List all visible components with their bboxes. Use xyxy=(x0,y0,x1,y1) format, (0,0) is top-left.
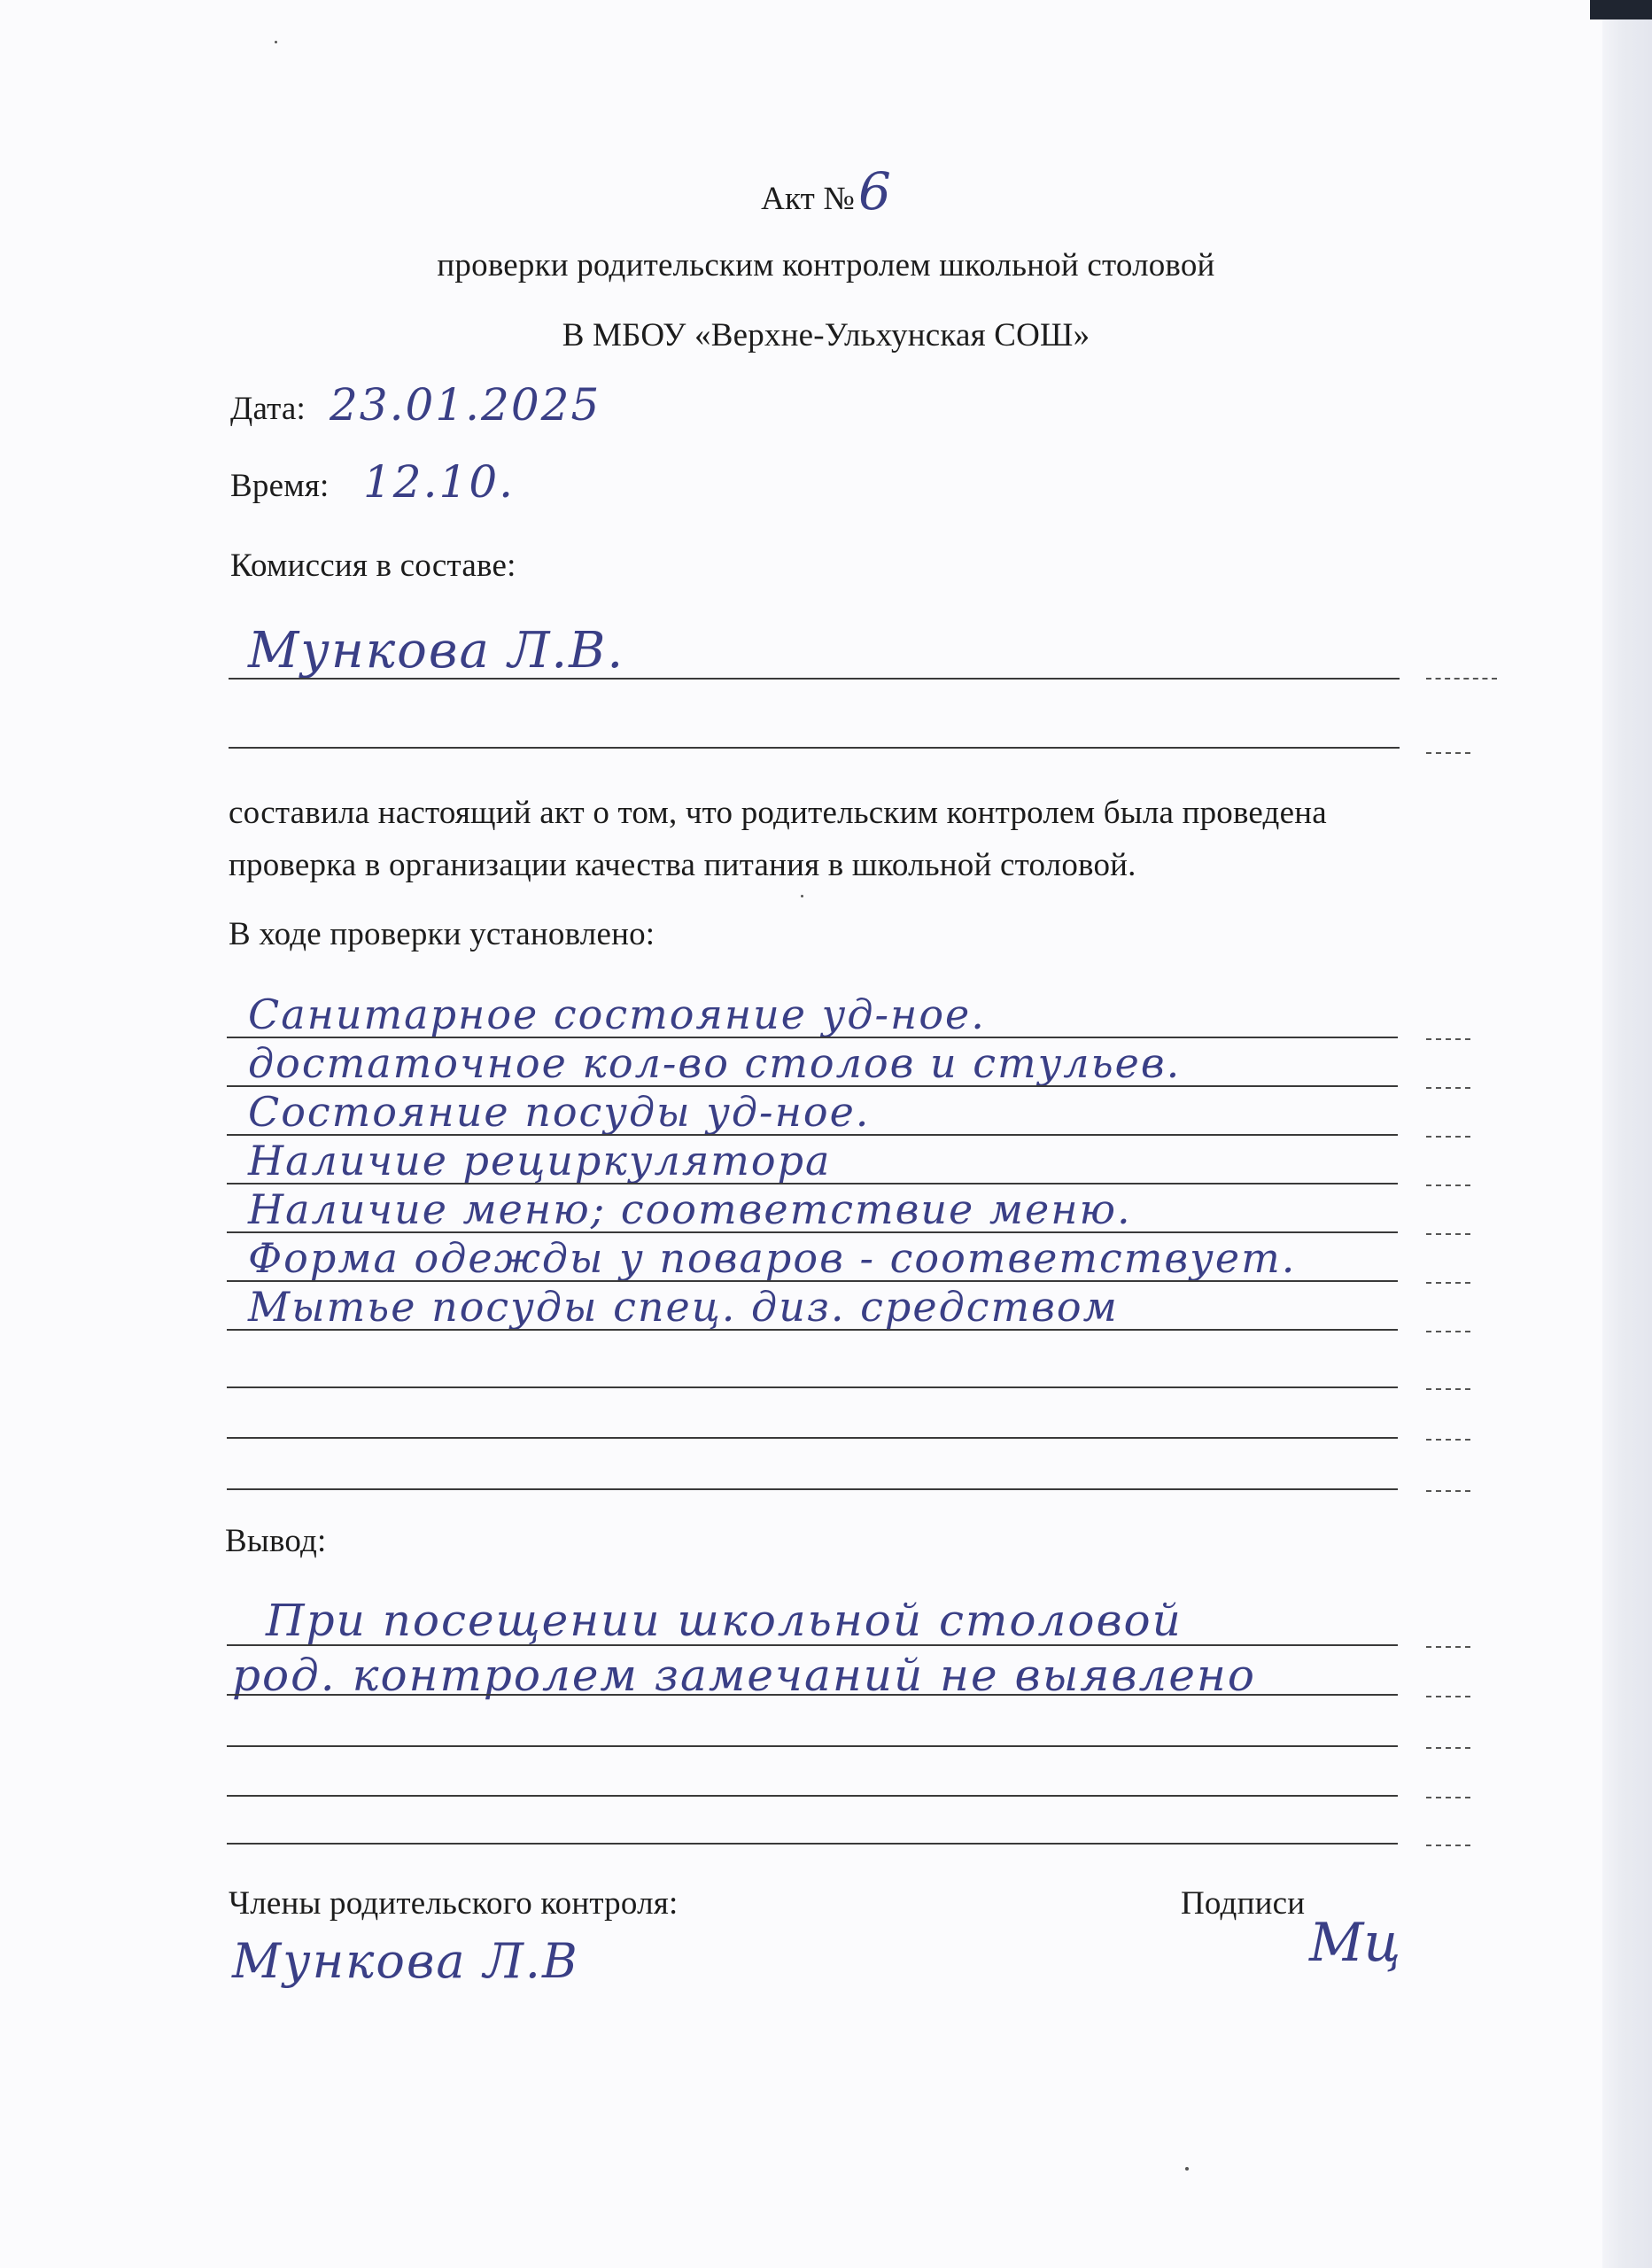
findings-line-5 xyxy=(227,1231,1398,1233)
act-title-prefix: Акт № xyxy=(761,181,856,217)
school-name: В МБОУ «Верхне-Ульхунская СОШ» xyxy=(562,317,1090,353)
findings-line-7 xyxy=(227,1329,1398,1331)
conclusion-tail-1 xyxy=(1426,1646,1470,1648)
commission-line-1-tail xyxy=(1426,678,1497,680)
findings-line-8 xyxy=(227,1386,1398,1388)
conclusion-line-1 xyxy=(227,1644,1398,1646)
commission-member-handwritten: Мункова Л.В. xyxy=(248,622,625,680)
conclusion-tail-2 xyxy=(1426,1696,1470,1697)
time-value-handwritten: 12.10. xyxy=(363,456,516,508)
findings-tail-7 xyxy=(1426,1331,1470,1332)
statement-line-1: составила настоящий акт о том, что родительским контролем была проведена xyxy=(229,795,1327,831)
findings-tail-4 xyxy=(1426,1184,1470,1186)
members-label: Члены родительского контроля: xyxy=(229,1885,679,1922)
act-subtitle: проверки родительским контролем школьной столовой xyxy=(437,247,1215,284)
findings-tail-3 xyxy=(1426,1136,1470,1138)
conclusion-line-1-text: При посещении школьной столовой xyxy=(266,1595,1183,1646)
conclusion-tail-4 xyxy=(1426,1797,1470,1798)
finding-4: Наличие рециркулятора xyxy=(248,1137,832,1184)
commission-line-2-tail xyxy=(1426,752,1470,754)
findings-line-10 xyxy=(227,1488,1398,1490)
conclusion-line-2-text: род. контролем замечаний не выявлено xyxy=(232,1650,1256,1701)
commission-label: Комиссия в составе: xyxy=(230,548,516,584)
finding-6: Форма одежды у поваров - соответствует. xyxy=(248,1234,1297,1282)
commission-line-2 xyxy=(229,747,1400,749)
date-label: Дата: xyxy=(230,391,306,427)
finding-7: Мытье посуды спец. диз. средством xyxy=(248,1283,1119,1331)
conclusion-tail-5 xyxy=(1426,1845,1470,1846)
finding-1: Санитарное состояние уд-ное. xyxy=(248,990,986,1038)
findings-line-2 xyxy=(227,1085,1398,1087)
scan-speck xyxy=(801,895,803,897)
findings-tail-1 xyxy=(1426,1038,1470,1040)
scan-speck xyxy=(275,41,277,43)
findings-line-4 xyxy=(227,1183,1398,1184)
findings-line-9 xyxy=(227,1437,1398,1439)
scan-speck xyxy=(1185,2167,1189,2171)
findings-tail-10 xyxy=(1426,1490,1470,1492)
findings-tail-8 xyxy=(1426,1388,1470,1390)
findings-label: В ходе проверки установлено: xyxy=(229,916,655,952)
signatures-label: Подписи xyxy=(1181,1885,1306,1922)
conclusion-line-2 xyxy=(227,1694,1398,1696)
conclusion-line-3 xyxy=(227,1745,1398,1747)
finding-5: Наличие меню; соответствие меню. xyxy=(248,1185,1132,1233)
findings-line-1 xyxy=(227,1037,1398,1038)
findings-line-6 xyxy=(227,1280,1398,1282)
findings-tail-9 xyxy=(1426,1439,1470,1441)
conclusion-label: Вывод: xyxy=(225,1523,327,1559)
finding-2: достаточное кол-во столов и стульев. xyxy=(248,1039,1182,1087)
finding-3: Состояние посуды уд-ное. xyxy=(248,1088,871,1136)
conclusion-line-4 xyxy=(227,1795,1398,1797)
signature-handwritten: Мц xyxy=(1309,1912,1401,1974)
act-number-handwritten: 6 xyxy=(858,161,891,221)
conclusion-tail-3 xyxy=(1426,1747,1470,1749)
members-value-handwritten: Мункова Л.В xyxy=(232,1933,579,1989)
findings-tail-5 xyxy=(1426,1233,1470,1235)
statement-line-2: проверка в организации качества питания в школьной столовой. xyxy=(229,847,1136,883)
time-label: Время: xyxy=(230,468,330,504)
findings-tail-2 xyxy=(1426,1087,1470,1089)
date-value-handwritten: 23.01.2025 xyxy=(330,379,601,431)
findings-tail-6 xyxy=(1426,1282,1470,1284)
scan-corner-mark xyxy=(1590,0,1652,19)
act-title xyxy=(0,161,1652,221)
conclusion-line-5 xyxy=(227,1843,1398,1845)
commission-line-1 xyxy=(229,678,1400,680)
findings-line-3 xyxy=(227,1134,1398,1136)
